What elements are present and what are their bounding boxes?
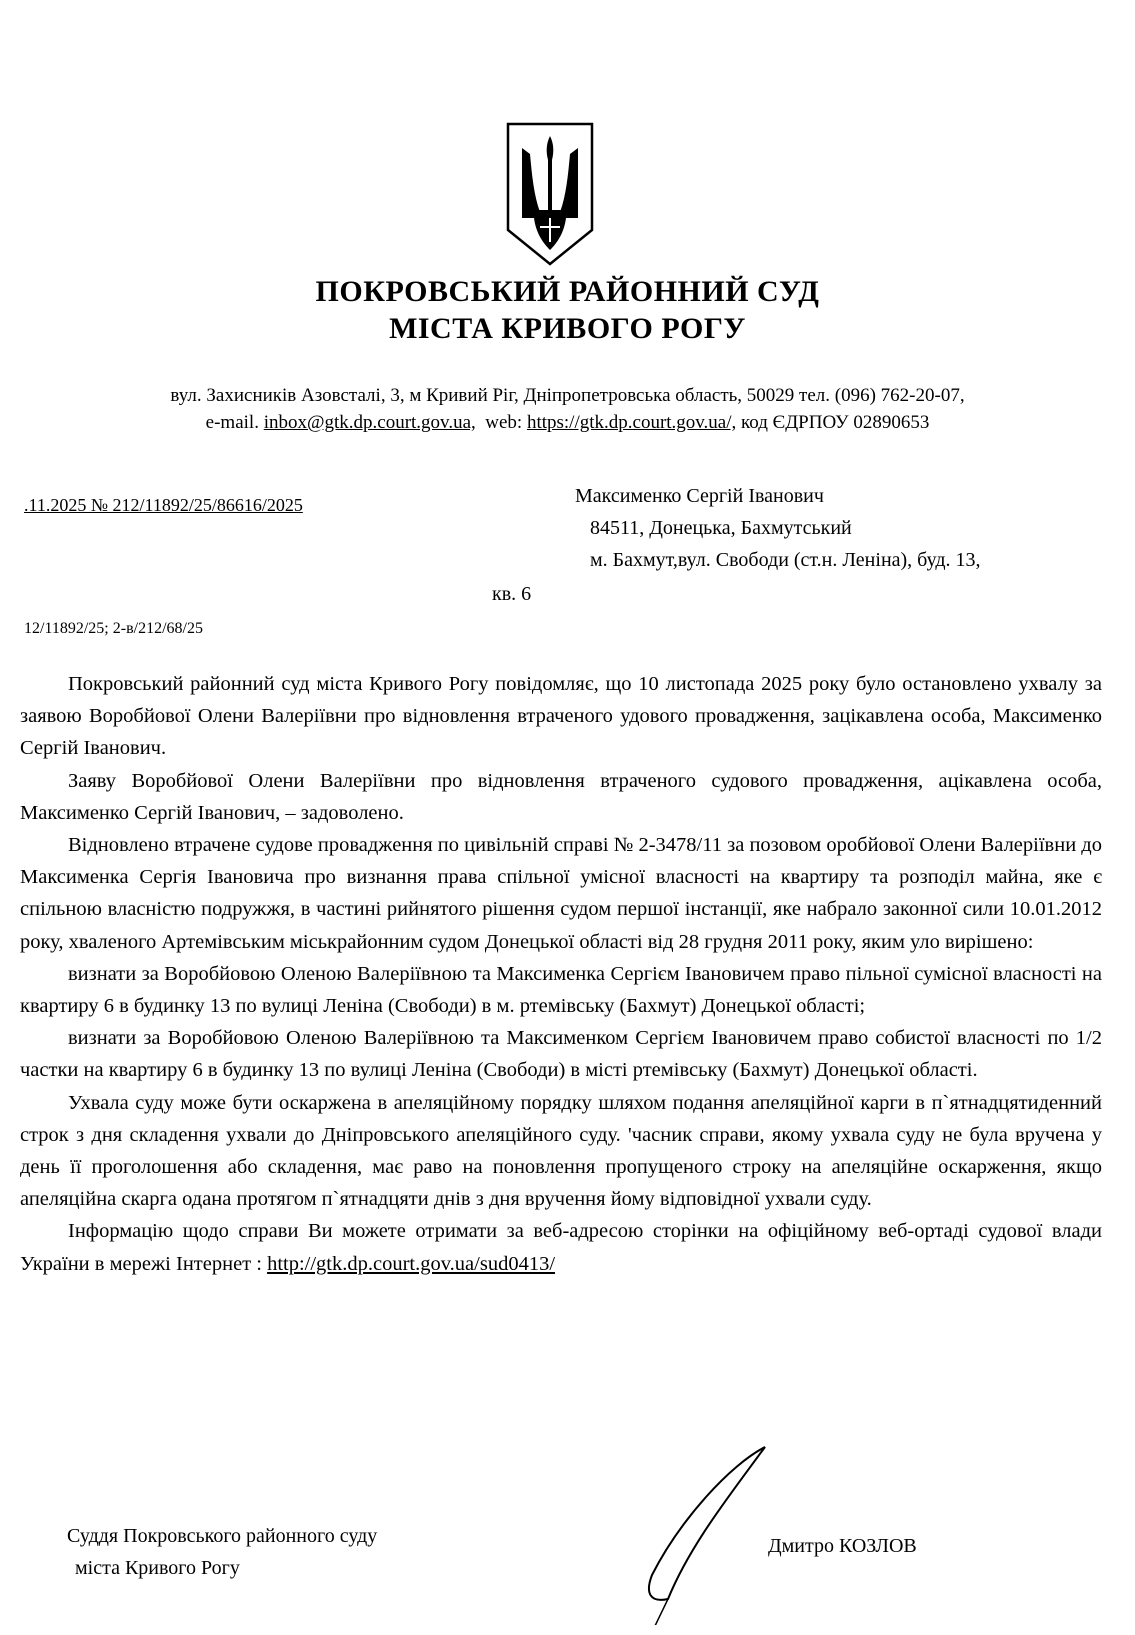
court-address	[0, 382, 1135, 436]
paragraph-info	[20, 1215, 1102, 1279]
paragraph-appeal: Ухвала суду може бути оскаржена в апеляційному порядку шляхом подання апеляційної карги в п`ятнадцятиденний строк з дня складення ухвали до Дніпровського апеляційного суду. 'часник справи, якому ухвала суду не була вручена у день її проголошення або складення, має раво на поновлення пропущеного строку на апеляційне оскарження, якщо апеляційна скарга одана протягом п`ятнадцяти днів з дня вручення йому відповідної ухвали суду.	[20, 1091, 1102, 1211]
email-link[interactable]: inbox@gtk.dp.court.gov.ua,	[263, 412, 476, 433]
web-link[interactable]: https://gtk.dp.court.gov.ua/,	[526, 412, 737, 433]
recipient-name: Максименко Сергій Іванович	[575, 485, 824, 507]
recipient-address-line2: 84511, Донецька, Бахмутський	[590, 517, 852, 539]
contacts-line	[0, 409, 1135, 436]
coat-of-arms-icon	[500, 118, 600, 268]
web-label: web:	[485, 412, 523, 433]
case-numbers: 12/11892/25; 2-в/212/68/25	[24, 620, 203, 637]
letter-body	[20, 668, 1102, 1280]
judge-position	[67, 1520, 377, 1584]
court-name-line1: ПОКРОВСЬКИЙ РАЙОННИЙ СУД	[315, 275, 820, 308]
recipient-address-line4: кв. 6	[492, 583, 532, 605]
email-label: e-mail.	[205, 412, 259, 433]
address-line: вул. Захисників Азовсталі, 3, м Кривий Ріг, Дніпропетровська область, 50029 тел. (096) 762-20-07,	[170, 385, 965, 406]
edrpou-code: код ЄДРПОУ 02890653	[741, 412, 930, 433]
judge-position-line1: Суддя Покровського районного суду	[67, 1525, 378, 1547]
paragraph-granted: Заяву Воробйової Олени Валеріївни про відновлення втраченого судового провадження, ацікавлена особа, Максименко Сергій Іванович, – задоволено.	[20, 769, 1102, 824]
recipient-address-line3: м. Бахмут,вул. Свободи (ст.н. Леніна), буд. 13,	[590, 549, 981, 571]
judge-position-line2: міста Кривого Рогу	[75, 1557, 240, 1579]
outgoing-number: .11.2025 № 212/11892/25/86616/2025	[24, 495, 303, 515]
judge-name: Дмитро КОЗЛОВ	[768, 1535, 917, 1557]
signature-icon	[590, 1425, 790, 1625]
paragraph-notice: Покровський районний суд міста Кривого Рогу повідомляє, що 10 листопада 2025 року було остановлено ухвалу за заявою Воробйової Олени Валеріївни про відновлення втраченого удового провадження, зацікавлена особа, Максименко Сергій Іванович.	[20, 673, 1102, 760]
paragraph-decision-2: визнати за Воробйовою Оленою Валеріївною та Максименком Сергієм Івановичем право собистої власності по 1/2 частки на квартиру 6 в будинку 13 по вулиці Леніна (Свободи) в місті ртемівську (Бахмут) Донецької області.	[20, 1027, 1102, 1082]
court-page-link[interactable]: http://gtk.dp.court.gov.ua/sud0413/	[267, 1252, 556, 1275]
info-text: Інформацію щодо справи Ви можете отримати за веб-адресою сторінки на офіційному веб-ортаді судової влади України в мережі Інтернет :	[20, 1220, 1102, 1275]
paragraph-restored: Відновлено втрачене судове провадження по цивільній справі № 2-3478/11 за позовом оробйової Олени Валеріївни до Максименка Сергія Івановича про визнання права спільної умісної власності на квартиру та розподіл майна, яке є спільною власністю подружжя, в частині рийнятого рішення судом першої інстанції, яке набрало законної сили 10.01.2012 року, хваленого Артемівським міськрайонним судом Донецької області від 28 грудня 2011 року, яким уло вирішено:	[20, 834, 1102, 953]
paragraph-decision-1: визнати за Воробйовою Оленою Валеріївною та Максименка Сергієм Івановичем право пільної сумісної власності на квартиру 6 в будинку 13 по вулиці Леніна (Свободи) в м. ртемівську (Бахмут) Донецької області;	[20, 962, 1102, 1018]
court-name-line2: МІСТА КРИВОГО РОГУ	[389, 312, 746, 345]
